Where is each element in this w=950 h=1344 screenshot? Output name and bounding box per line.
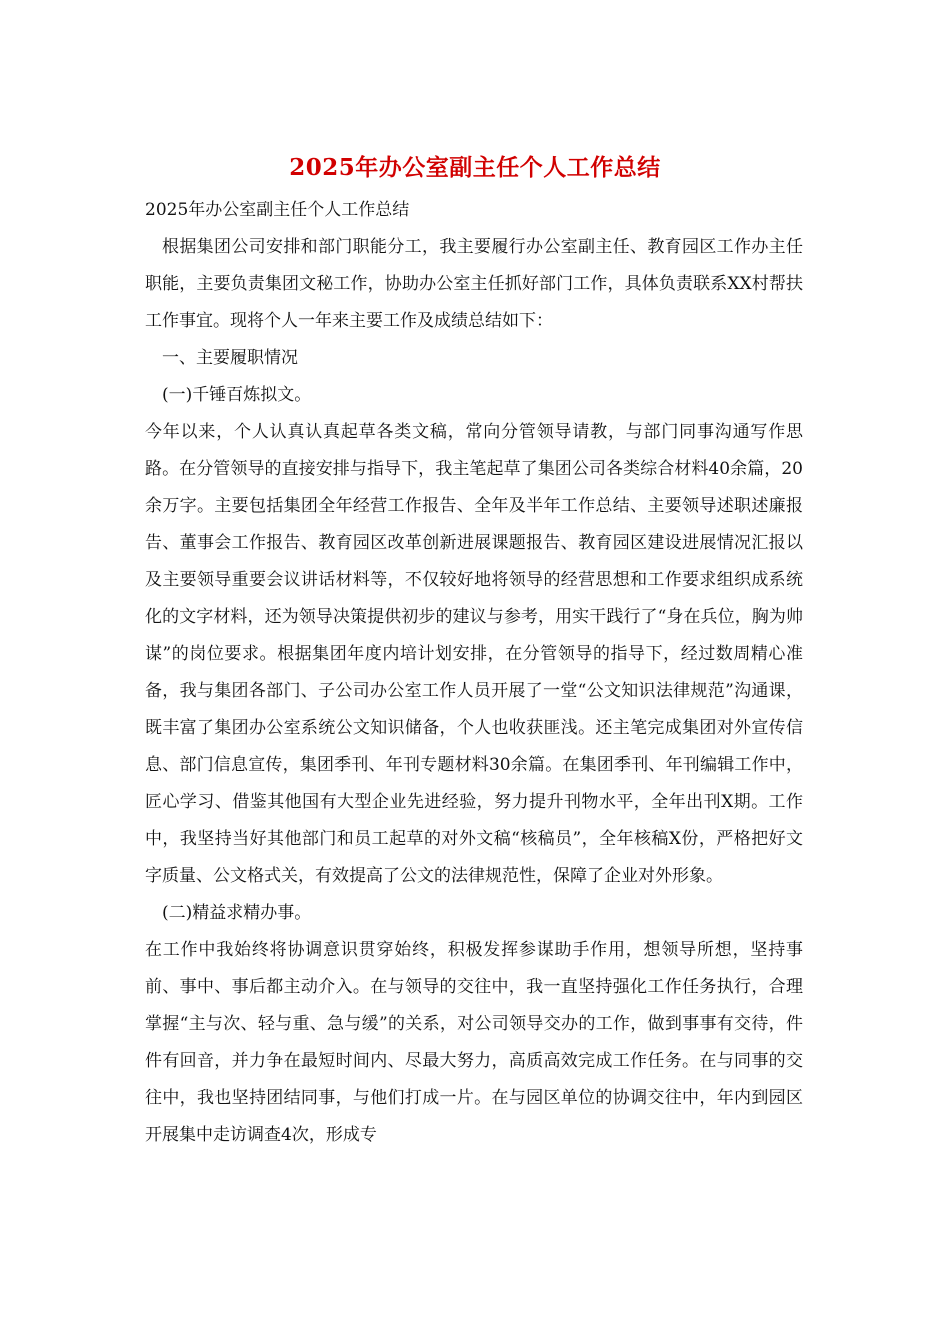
document-body bbox=[145, 192, 803, 1154]
item-body-1: 今年以来，个人认真认真起草各类文稿，常向分管领导请教，与部门同事沟通写作思路。在分管领导的直接安排与指导下，我主笔起草了集团公司各类综合材料40余篇，20余万字。主要包括集团全年经营工作报告、全年及半年工作总结、主要领导述职述廉报告、董事会工作报告、教育园区改革创新进展课题报告、教育园区建设进展情况汇报以及主要领导重要会议讲话材料等，不仅较好地将领导的经营思想和工作要求组织成系统化的文字材料，还为领导决策提供初步的建议与参考，用实干践行了“身在兵位，胸为帅谋”的岗位要求。根据集团年度内培计划安排，在分管领导的指导下，经过数周精心准备，我与集团各部门、子公司办公室工作人员开展了一堂“公文知识法律规范”沟通课，既丰富了集团办公室系统公文知识储备，个人也收获匪浅。还主笔完成集团对外宣传信息、部门信息宣传，集团季刊、年刊专题材料30余篇。在集团季刊、年刊编辑工作中，匠心学习、借鉴其他国有大型企业先进经验，努力提升刊物水平，全年出刊X期。工作中，我坚持当好其他部门和员工起草的对外文稿“核稿员”，全年核稿X份，严格把好文字质量、公文格式关，有效提高了公文的法律规范性，保障了企业对外形象。 bbox=[145, 422, 803, 886]
section-heading-1: 一、主要履职情况 bbox=[162, 348, 298, 368]
intro-paragraph: 根据集团公司安排和部门职能分工，我主要履行办公室副主任、教育园区工作办主任职能，主要负责集团文秘工作，协助办公室主任抓好部门工作，具体负责联系XX村帮扶工作事宜。现将个人一年来主要工作及成绩总结如下： bbox=[145, 237, 803, 331]
document-subtitle: 2025年办公室副主任个人工作总结 bbox=[145, 200, 410, 220]
item-body-2: 在工作中我始终将协调意识贯穿始终，积极发挥参谋助手作用，想领导所想，坚持事前、事中、事后都主动介入。在与领导的交往中，我一直坚持强化工作任务执行，合理掌握“主与次、轻与重、急与缓”的关系，对公司领导交办的工作，做到事事有交待，件件有回音，并力争在最短时间内、尽最大努力，高质高效完成工作任务。在与同事的交往中，我也坚持团结同事，与他们打成一片。在与园区单位的协调交往中，年内到园区开展集中走访调查4次，形成专 bbox=[145, 940, 803, 1145]
item-heading-1: (一)千锤百炼拟文。 bbox=[162, 385, 312, 405]
item-heading-2: (二)精益求精办事。 bbox=[162, 903, 312, 923]
document-title: 2025年办公室副主任个人工作总结 bbox=[289, 154, 661, 181]
